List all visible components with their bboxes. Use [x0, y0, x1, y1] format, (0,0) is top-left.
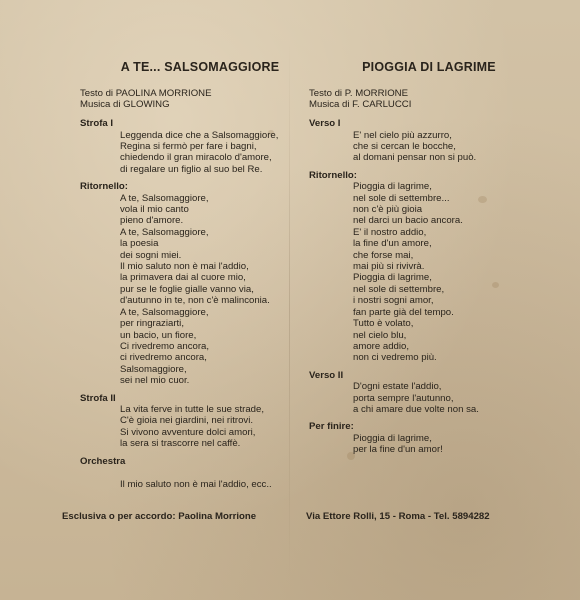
section-lines	[309, 381, 549, 415]
lyric-line: a chi amare due volte non sa.	[353, 404, 479, 416]
right-song-lyrics	[309, 118, 549, 456]
lyric-line: dei sogni miei.	[120, 249, 182, 261]
lyric-line: la sera si trascorre nel caffè.	[120, 438, 241, 450]
lyric-line: nel darci un bacio ancora.	[353, 215, 463, 227]
lyric-line: C'è gioia nei giardini, nei ritrovi.	[120, 415, 254, 427]
lyric-line: Pioggia di lagrime,	[353, 432, 432, 444]
lyric-line: non c'è più gioia	[353, 204, 423, 216]
left-song-column	[80, 60, 290, 496]
lyrics-section	[80, 181, 290, 386]
lyric-line: fan parte già del tempo.	[353, 306, 454, 318]
section-lines	[80, 404, 290, 450]
lyric-line: La vita ferve in tutte le sue strade,	[120, 404, 264, 416]
section-label: Ritornello:	[80, 181, 128, 193]
lyrics-section	[309, 370, 549, 416]
lyric-line: E' il nostro addio,	[353, 226, 427, 238]
lyric-line: mai più si rivivrà.	[353, 261, 425, 273]
lyric-line: E' nel cielo più azzurro,	[353, 129, 452, 141]
lyric-line: la fine d'un amore,	[353, 238, 432, 250]
lyric-line: porta sempre l'autunno,	[353, 392, 454, 404]
lyric-line: Il mio saluto non è mai l'addio,	[120, 261, 249, 273]
lyric-line: al domani pensar non si può.	[353, 152, 477, 164]
lyric-line: la primavera dai al cuore mio,	[120, 272, 246, 284]
lyric-line: Pioggia di lagrime,	[353, 181, 432, 193]
lyric-line: pieno d'amore.	[120, 215, 184, 227]
lyric-line	[120, 467, 290, 478]
lyric-line: Ci rivedremo ancora,	[120, 340, 210, 352]
section-label: Per finire:	[309, 421, 354, 433]
lyric-line: non ci vedremo più.	[353, 352, 437, 364]
lyric-line: i nostri sogni amor,	[353, 295, 434, 307]
lyric-line: nel cielo blu,	[353, 329, 407, 341]
lyrics-section	[80, 456, 290, 490]
publisher-address: Via Ettore Rolli, 15 - Roma - Tel. 5894282	[306, 511, 490, 522]
section-label: Verso I	[309, 118, 341, 129]
lyrics-section	[80, 393, 290, 450]
section-lines	[309, 433, 549, 456]
section-label: Strofa II	[80, 392, 116, 404]
left-song-music-credit: Musica di GLOWING	[80, 99, 170, 110]
lyric-line: nel sole di settembre...	[353, 192, 450, 204]
lyrics-section	[309, 118, 549, 164]
lyric-line: un bacio, un fiore,	[120, 329, 197, 341]
lyric-line: Pioggia di lagrime,	[353, 272, 432, 284]
lyric-line: di regalare un figlio al suo bel Re.	[120, 163, 263, 175]
lyric-line: Si vivono avventure dolci amori,	[120, 426, 256, 438]
right-song-lyrics-credit: Testo di P. MORRIONE	[309, 88, 408, 99]
exclusive-rights-note: Esclusiva o per accordo: Paolina Morrione	[62, 511, 257, 522]
lyric-line: Il mio saluto non è mai l'addio, ecc..	[120, 478, 272, 490]
lyric-line: Regina si fermò per fare i bagni,	[120, 140, 257, 152]
lyrics-section	[309, 170, 549, 364]
section-label: Orchestra	[80, 455, 126, 467]
lyric-line: d'autunno in te, non c'è malinconia.	[120, 295, 270, 307]
lyric-line: vola il mio canto	[120, 204, 189, 216]
right-song-music-credit: Musica di F. CARLUCCI	[309, 99, 412, 110]
lyric-line: amore addio,	[353, 340, 409, 352]
lyrics-section	[309, 421, 549, 455]
section-lines	[80, 130, 290, 176]
left-song-lyrics-credit: Testo di PAOLINA MORRIONE	[80, 88, 212, 99]
lyric-line: che forse mai,	[353, 249, 414, 261]
section-lines	[309, 181, 549, 364]
section-label: Verso II	[309, 369, 344, 381]
lyric-line: per la fine d'un amor!	[353, 444, 443, 456]
lyric-line: A te, Salsomaggiore,	[120, 192, 209, 204]
lyric-line: A te, Salsomaggiore,	[120, 226, 209, 238]
lyric-line: per ringraziarti,	[120, 318, 184, 330]
right-song-title: PIOGGIA DI LAGRIME	[362, 60, 496, 74]
lyric-line: Tutto è volato,	[353, 318, 414, 330]
section-lines	[80, 467, 290, 490]
section-lines	[309, 130, 549, 164]
right-song-column	[309, 60, 549, 462]
lyric-line: nel sole di settembre,	[353, 283, 445, 295]
lyric-line: Salsomaggiore,	[120, 363, 187, 375]
section-label: Ritornello:	[309, 169, 357, 181]
right-song-credits	[309, 88, 549, 110]
lyric-line: D'ogni estate l'addio,	[353, 381, 442, 393]
left-song-lyrics	[80, 118, 290, 490]
section-label: Strofa I	[80, 118, 114, 129]
lyric-line: che si cercan le bocche,	[353, 140, 456, 152]
lyric-line: ci rivedremo ancora,	[120, 352, 207, 364]
left-song-title: A TE... SALSOMAGGIORE	[120, 60, 280, 74]
lyric-line: A te, Salsomaggiore,	[120, 306, 209, 318]
lyric-line: sei nel mio cuor.	[120, 375, 190, 387]
lyric-line: la poesia	[120, 238, 159, 250]
lyric-line: Leggenda dice che a Salsomaggiore,	[120, 129, 279, 141]
lyric-line: pur se le foglie gialle vanno via,	[120, 283, 254, 295]
left-song-credits	[80, 88, 290, 110]
lyrics-section	[80, 118, 290, 175]
lyric-line: chiedendo il gran miracolo d'amore,	[120, 152, 272, 164]
section-lines	[80, 193, 290, 387]
